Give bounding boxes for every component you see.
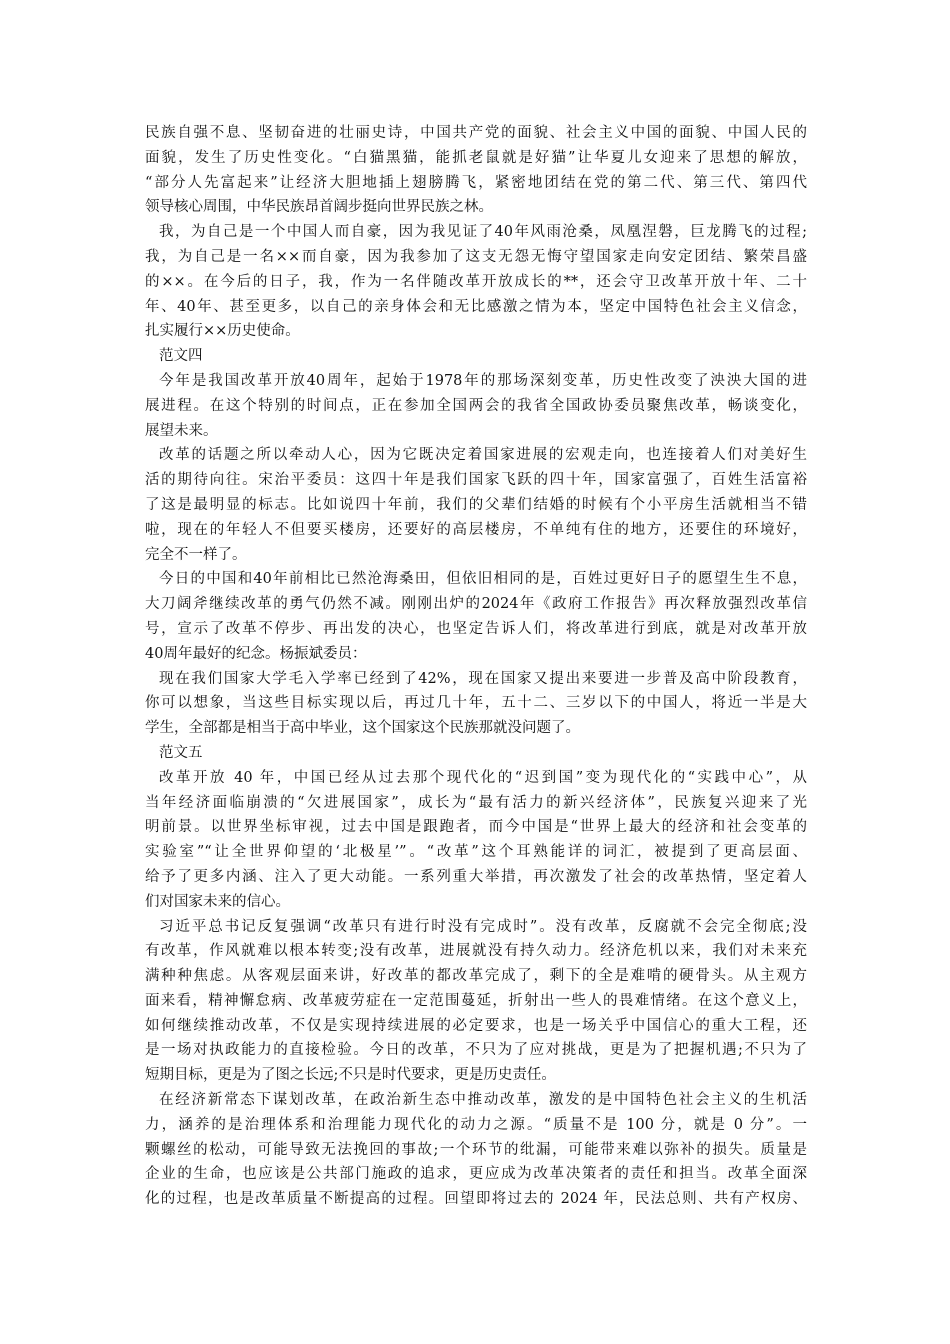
text-line: 满种种焦虑。从客观层面来讲，好改革的都改革完成了，剩下的全是难啃的硬骨头。从主观方 — [145, 968, 807, 985]
text-line: 年、40年、甚至更多，以自己的亲身体会和无比感激之情为本，坚定中国特色社会主义信念， — [145, 298, 807, 315]
text-line: 化的过程，也是改革质量不断提高的过程。回望即将过去的 2024 年，民法总则、共有产权房、 — [145, 1191, 807, 1208]
text-line: 展望未来。 — [145, 422, 218, 439]
text-line: 当年经济面临崩溃的“欠进展国家”，成长为“最有活力的新兴经济体”，民族复兴迎来了光 — [145, 794, 807, 811]
text-line: 我，为自己是一名××而自豪，因为我参加了这支无怨无悔守望国家走向安定团结、繁荣昌盛 — [145, 248, 807, 265]
text-line: 活的期待向往。宋治平委员：这四十年是我们国家飞跃的四十年，国家富强了，百姓生活富裕 — [145, 472, 807, 489]
text-line: 习近平总书记反复强调“改革只有进行时没有完成时”。没有改革，反腐就不会完全彻底;没 — [159, 918, 807, 935]
text-line: 展进程。在这个特别的时间点，正在参加全国两会的我省全国政协委员聚焦改革，畅谈变化， — [145, 397, 807, 414]
text-line: 改革的话题之所以牵动人心，因为它既决定着国家进展的宏观走向，也连接着人们对美好生 — [159, 447, 807, 464]
text-line: 改革开放 40 年，中国已经从过去那个现代化的“迟到国”变为现代化的“实践中心”，从 — [159, 769, 807, 786]
text-line: 民族自强不息、坚韧奋进的壮丽史诗，中国共产党的面貌、社会主义中国的面貌、中国人民的 — [145, 125, 807, 141]
text-line: 短期目标，更是为了图之长远;不只是时代要求，更是历史责任。 — [145, 1067, 556, 1084]
text-line: 今日的中国和40年前相比已然沧海桑田，但依旧相同的是，百姓过更好日子的愿望生生不息， — [159, 571, 807, 588]
text-line: 现在我们国家大学毛入学率已经到了42%，现在国家又提出来要进一步普及高中阶段教育， — [159, 670, 807, 687]
text-line: 完全不一样了。 — [145, 546, 247, 563]
text-line: 如何继续推动改革，不仅是实现持续进展的必定要求，也是一场关乎中国信心的重大工程，还 — [145, 1017, 807, 1034]
text-line: 我，为自己是一个中国人而自豪，因为我见证了40年风雨沧桑，凤凰涅磐，巨龙腾飞的过程; — [159, 224, 807, 241]
text-line: 范文五 — [159, 744, 203, 761]
text-line: 企业的生命，也应该是公共部门施政的追求，更应成为改革决策者的责任和担当。改革全面深 — [145, 1166, 807, 1183]
text-line: 明前景。以世界坐标审视，过去中国是跟跑者，而今中国是“世界上最大的经济和社会变革的 — [145, 819, 807, 836]
text-line: 力，涵养的是治理体系和治理能力现代化的动力之源。“质量不是 100 分，就是 0 分”。一 — [145, 1116, 807, 1133]
text-line: 领导核心周围，中华民族昂首阔步挺向世界民族之林。 — [145, 199, 493, 216]
text-line: 是一场对执政能力的直接检验。今日的改革，不只为了应对挑战，更是为了把握机遇;不只为了 — [145, 1042, 807, 1059]
text-line: 给予了更多内涵、注入了更大动能。一系列重大举措，再次激发了社会的改革热情，坚定着人 — [145, 868, 807, 885]
text-line: “部分人先富起来”让经济大胆地插上翅膀腾飞，紧密地团结在党的第二代、第三代、第四代 — [145, 174, 807, 191]
text-line: 范文四 — [159, 348, 203, 365]
text-line: 实验室”“让全世界仰望的‘北极星’”。“改革”这个耳熟能详的词汇，被提到了更高层面、 — [145, 844, 807, 861]
text-line: 学生，全部都是相当于高中毕业，这个国家这个民族那就没问题了。 — [145, 720, 580, 737]
text-line: 的××。在今后的日子，我，作为一名伴随改革开放成长的**，还会守卫改革开放十年、二十 — [145, 273, 807, 290]
text-line: 有改革，作风就难以根本转变;没有改革，进展就没有持久动力。经济危机以来，我们对未来充 — [145, 943, 807, 960]
text-line: 面来看，精神懈怠病、改革疲劳症在一定范围蔓延，折射出一些人的畏难情绪。在这个意义上， — [145, 992, 807, 1009]
text-line: 了这是最明显的标志。比如说四十年前，我们的父辈们结婚的时候有个小平房生活就相当不错 — [145, 496, 807, 513]
text-line: 40周年最好的纪念。杨振斌委员： — [145, 645, 367, 662]
text-line: 今年是我国改革开放40周年，起始于1978年的那场深刻变革，历史性改变了泱泱大国的进 — [159, 372, 807, 389]
text-line: 大刀阔斧继续改革的勇气仍然不减。刚刚出炉的2024年《政府工作报告》再次释放强烈改革信 — [145, 596, 807, 613]
document-body — [145, 121, 807, 1212]
text-line: 号，宣示了改革不停步、再出发的决心，也坚定告诉人们，将改革进行到底，就是对改革开放 — [145, 620, 807, 637]
text-line: 在经济新常态下谋划改革，在政治新生态中推动改革，激发的是中国特色社会主义的生机活 — [159, 1092, 807, 1109]
text-line: 颗螺丝的松动，可能导致无法挽回的事故;一个环节的纰漏，可能带来难以弥补的损失。质量是 — [145, 1141, 807, 1158]
text-line: 们对国家未来的信心。 — [145, 893, 290, 910]
text-line: 你可以想象，当这些目标实现以后，再过几十年，五十二、三岁以下的中国人，将近一半是大 — [145, 695, 807, 712]
text-line: 扎实履行××历史使命。 — [145, 323, 300, 340]
text-line: 啦，现在的年轻人不但要买楼房，还要好的高层楼房，不单纯有住的地方，还要住的环境好， — [145, 521, 807, 538]
text-line: 面貌，发生了历史性变化。“白猫黑猫，能抓老鼠就是好猫”让华夏儿女迎来了思想的解放， — [145, 149, 807, 166]
